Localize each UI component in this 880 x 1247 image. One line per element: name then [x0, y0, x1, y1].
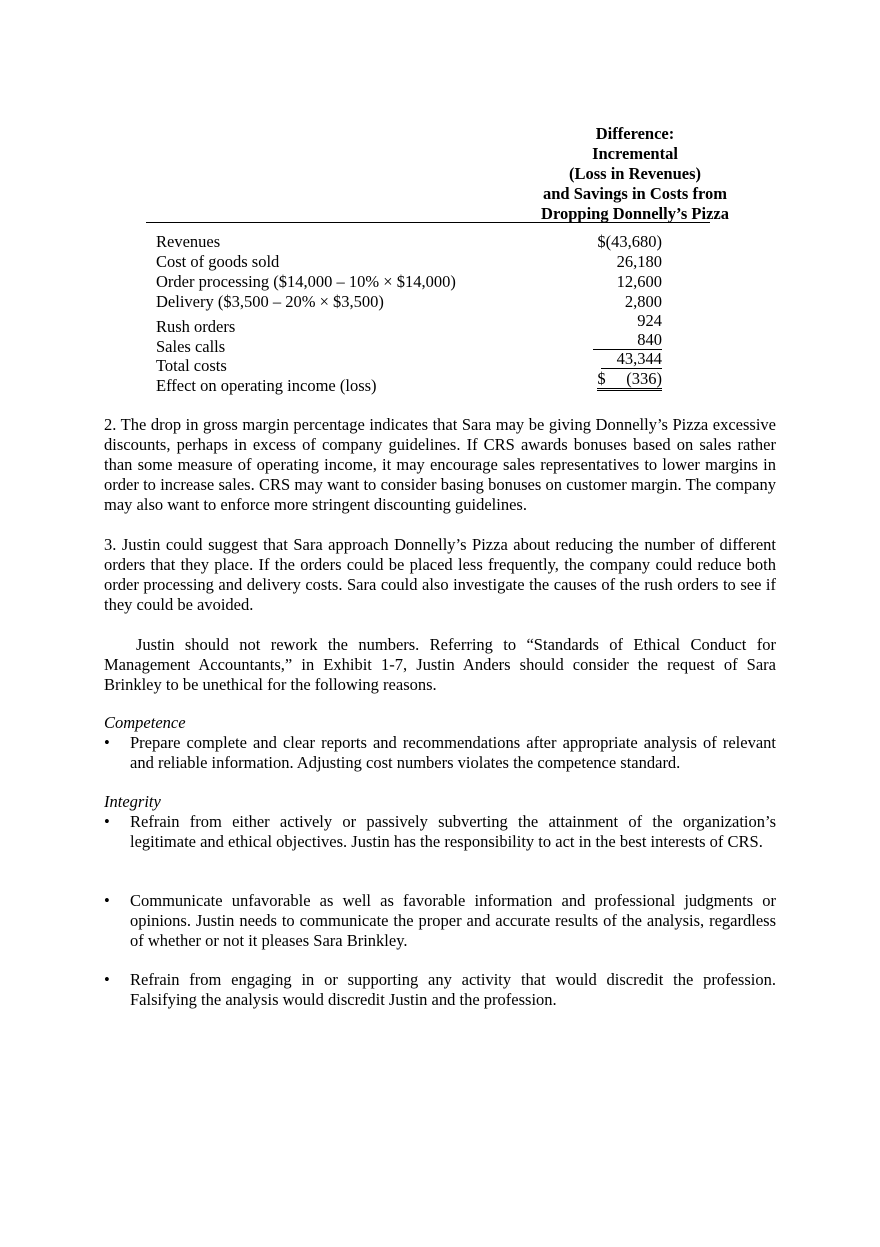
- paragraph-2: 2. The drop in gross margin percentage indicates that Sara may be giving Donnelly’s Pizza excessive discounts, perhaps in excess of company guidelines. If CRS awards bonuses based on sales rather than some measure of operating income, it may encourage sales representatives to lower margins in order to increase sales. CRS may want to consider basing bonuses on customer margin. The company may also want to enforce more stringent discounting guidelines.: [104, 415, 776, 514]
- table-row: [156, 330, 676, 357]
- row-value: 43,344: [601, 350, 662, 369]
- row-value: 924: [637, 311, 662, 330]
- bullet-icon: •: [104, 812, 110, 831]
- table-column-header: [530, 124, 740, 224]
- row-value: 2,800: [624, 292, 662, 311]
- row-label: Order processing ($14,000 – 10% × $14,000): [156, 272, 456, 291]
- row-label: Total costs: [156, 356, 227, 375]
- row-label: Delivery ($3,500 – 20% × $3,500): [156, 292, 384, 311]
- row-label: Revenues: [156, 232, 221, 251]
- table-row: [156, 292, 676, 312]
- row-value: 840: [593, 331, 662, 350]
- table-row: [156, 252, 676, 272]
- row-value: $(43,680): [597, 232, 662, 251]
- row-value: $ (336): [597, 370, 662, 391]
- table-row: [156, 232, 676, 252]
- row-label: Sales calls: [156, 337, 226, 356]
- row-label: Effect on operating income (loss): [156, 376, 377, 395]
- integrity-heading: Integrity: [104, 792, 161, 811]
- bullet-icon: •: [104, 970, 110, 989]
- column-header-line: Difference:: [595, 124, 675, 143]
- table-row: [156, 369, 676, 396]
- table-row: [156, 272, 676, 292]
- bullet-text: Refrain from either actively or passively subverting the attainment of the organization’s legitimate and ethical objectives. Justin has the responsibility to act in the best interests of CRS.: [130, 812, 776, 851]
- column-header-line: Dropping Donnelly’s Pizza: [541, 204, 729, 223]
- bullet-text: Refrain from engaging in or supporting any activity that would discredit the profession. Falsifying the analysis would discredit Justin and the profession.: [130, 970, 776, 1009]
- row-value: 12,600: [616, 272, 662, 291]
- bullet-icon: •: [104, 891, 110, 910]
- row-label: Rush orders: [156, 317, 236, 336]
- row-label: Cost of goods sold: [156, 252, 280, 271]
- paragraph-3: 3. Justin could suggest that Sara approach Donnelly’s Pizza about reducing the number of different orders that they place. If the orders could be placed less frequently, the company could reduce both order processing and delivery costs. Sara could also investigate the causes of the rush orders to see if they could be avoided.: [104, 535, 776, 614]
- table-header-rule: [146, 222, 710, 223]
- paragraph-4: Justin should not rework the numbers. Referring to “Standards of Ethical Conduct for Management Accountants,” in Exhibit 1-7, Justin Anders should consider the request of Sara Brinkley to be unethical for the following reasons.: [104, 635, 776, 694]
- bullet-text: Prepare complete and clear reports and recommendations after appropriate analysis of relevant and reliable information. Adjusting cost numbers violates the competence standard.: [130, 733, 776, 772]
- column-header-line: Incremental: [592, 144, 678, 163]
- competence-heading: Competence: [104, 713, 186, 732]
- bullet-text: Communicate unfavorable as well as favorable information and professional judgments or opinions. Justin needs to communicate the proper and accurate results of the analysis, regardless of whether or not it pleases Sara Brinkley.: [130, 891, 776, 950]
- row-value: 26,180: [616, 252, 662, 271]
- column-header-line: (Loss in Revenues): [568, 164, 701, 183]
- column-header-line: and Savings in Costs from: [543, 184, 727, 203]
- bullet-icon: •: [104, 733, 110, 752]
